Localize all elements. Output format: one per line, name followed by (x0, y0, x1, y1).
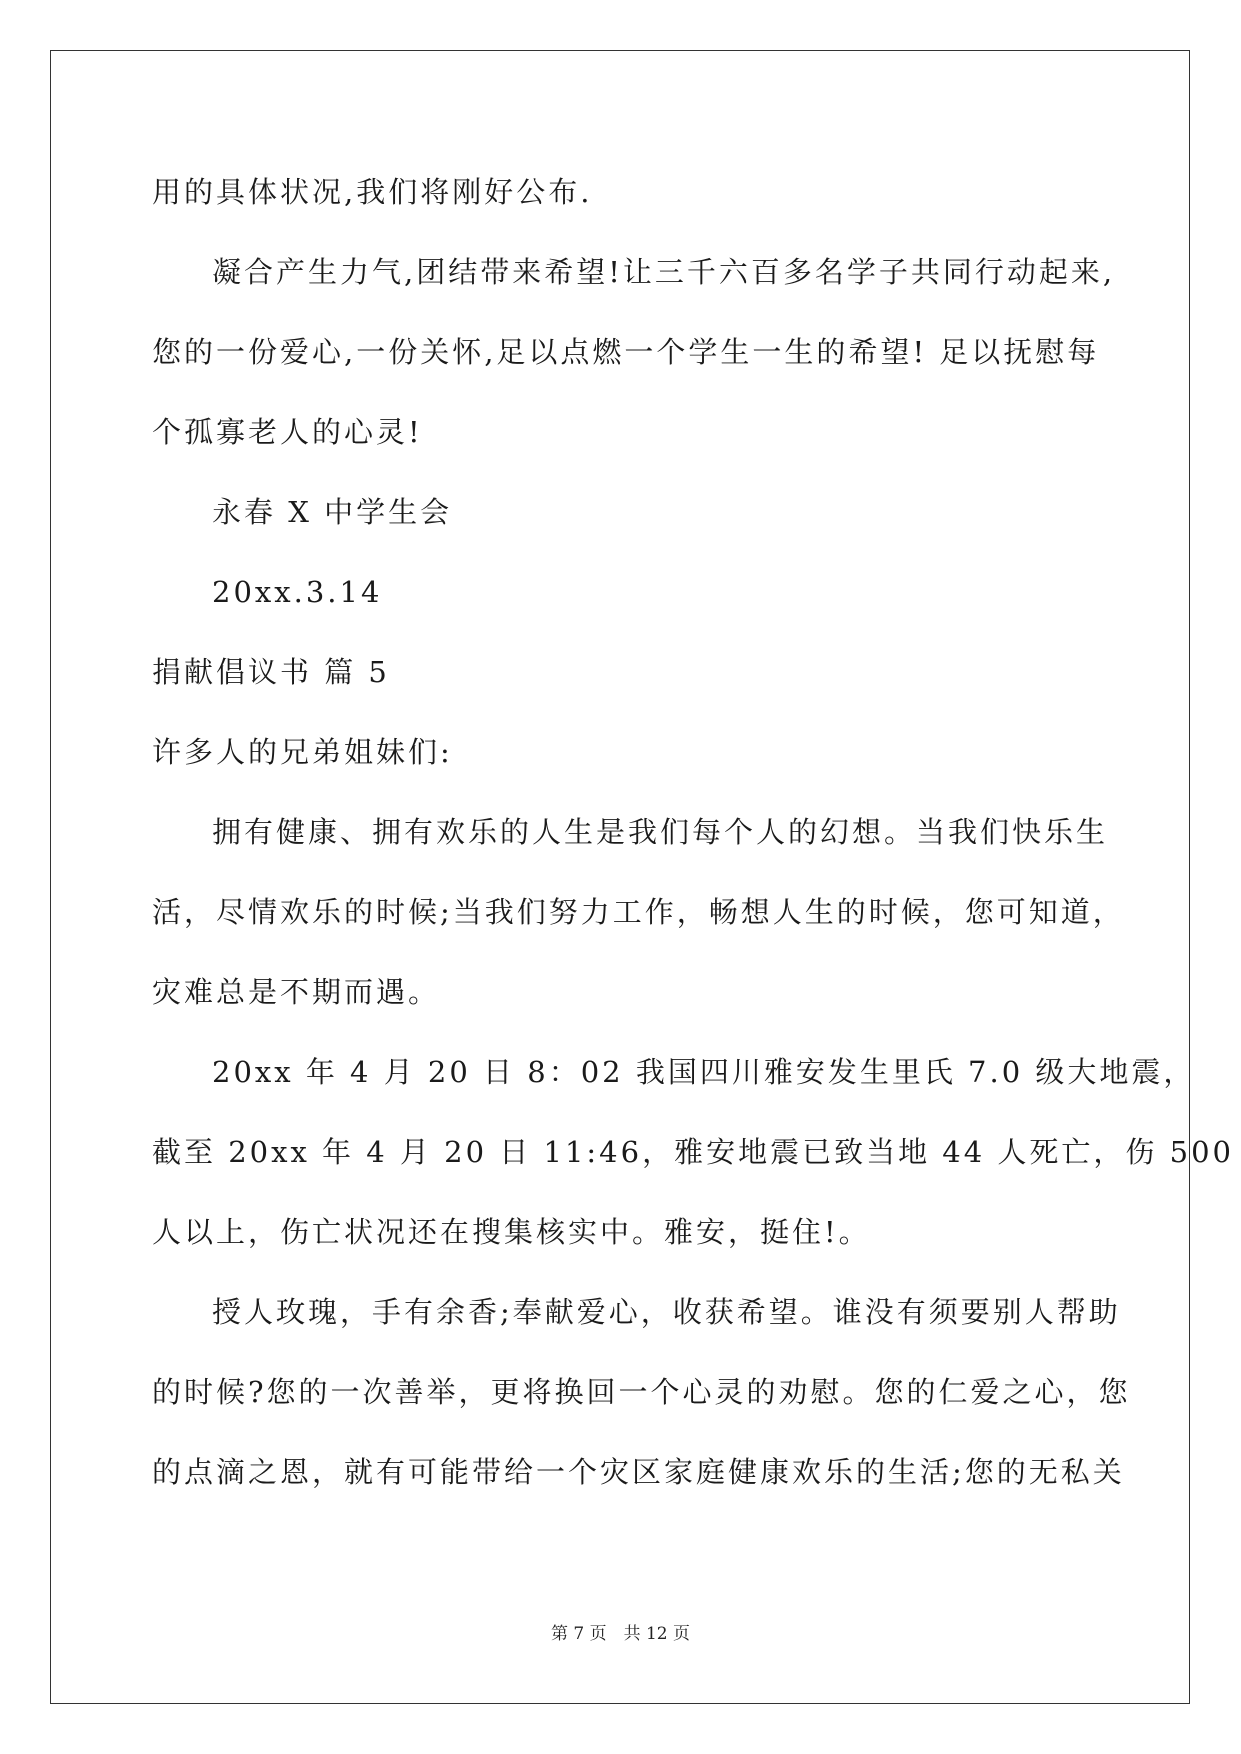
section-heading: 捐献倡议书 篇 5 (152, 655, 390, 689)
signature-date: 20xx.3.14 (212, 575, 383, 609)
page-number-footer: 第 7 页 共 12 页 (550, 1624, 691, 1644)
text-line: 的点滴之恩，就有可能带给一个灾区家庭健康欢乐的生活;您的无私关 (152, 1455, 1125, 1489)
paragraph-start: 授人玫瑰，手有余香;奉献爱心，收获希望。谁没有须要别人帮助 (212, 1295, 1121, 1329)
text-line: 活，尽情欢乐的时候;当我们努力工作，畅想人生的时候，您可知道， (152, 895, 1125, 929)
text-line: 用的具体状况,我们将刚好公布. (152, 175, 593, 209)
text-line: 人以上，伤亡状况还在搜集核实中。雅安，挺住!。 (152, 1215, 871, 1249)
paragraph-start: 20xx 年 4 月 20 日 8：02 我国四川雅安发生里氏 7.0 级大地震， (212, 1055, 1196, 1089)
paragraph-start: 拥有健康、拥有欢乐的人生是我们每个人的幻想。当我们快乐生 (212, 815, 1109, 849)
text-line: 的时候?您的一次善举，更将换回一个心灵的劝慰。您的仁爱之心，您 (152, 1375, 1131, 1409)
text-line: 截至 20xx 年 4 月 20 日 11:46，雅安地震已致当地 44 人死亡，伤 500 (152, 1135, 1234, 1169)
paragraph-start: 凝合产生力气,团结带来希望!让三千六百多名学子共同行动起来, (212, 255, 1116, 289)
text-line: 灾难总是不期而遇。 (152, 975, 441, 1009)
text-line: 个孤寡老人的心灵! (152, 415, 423, 449)
signature-org: 永春 X 中学生会 (212, 495, 453, 529)
salutation: 许多人的兄弟姐妹们: (152, 735, 453, 769)
text-line: 您的一份爱心,一份关怀,足以点燃一个学生一生的希望! 足以抚慰每 (152, 335, 1100, 369)
